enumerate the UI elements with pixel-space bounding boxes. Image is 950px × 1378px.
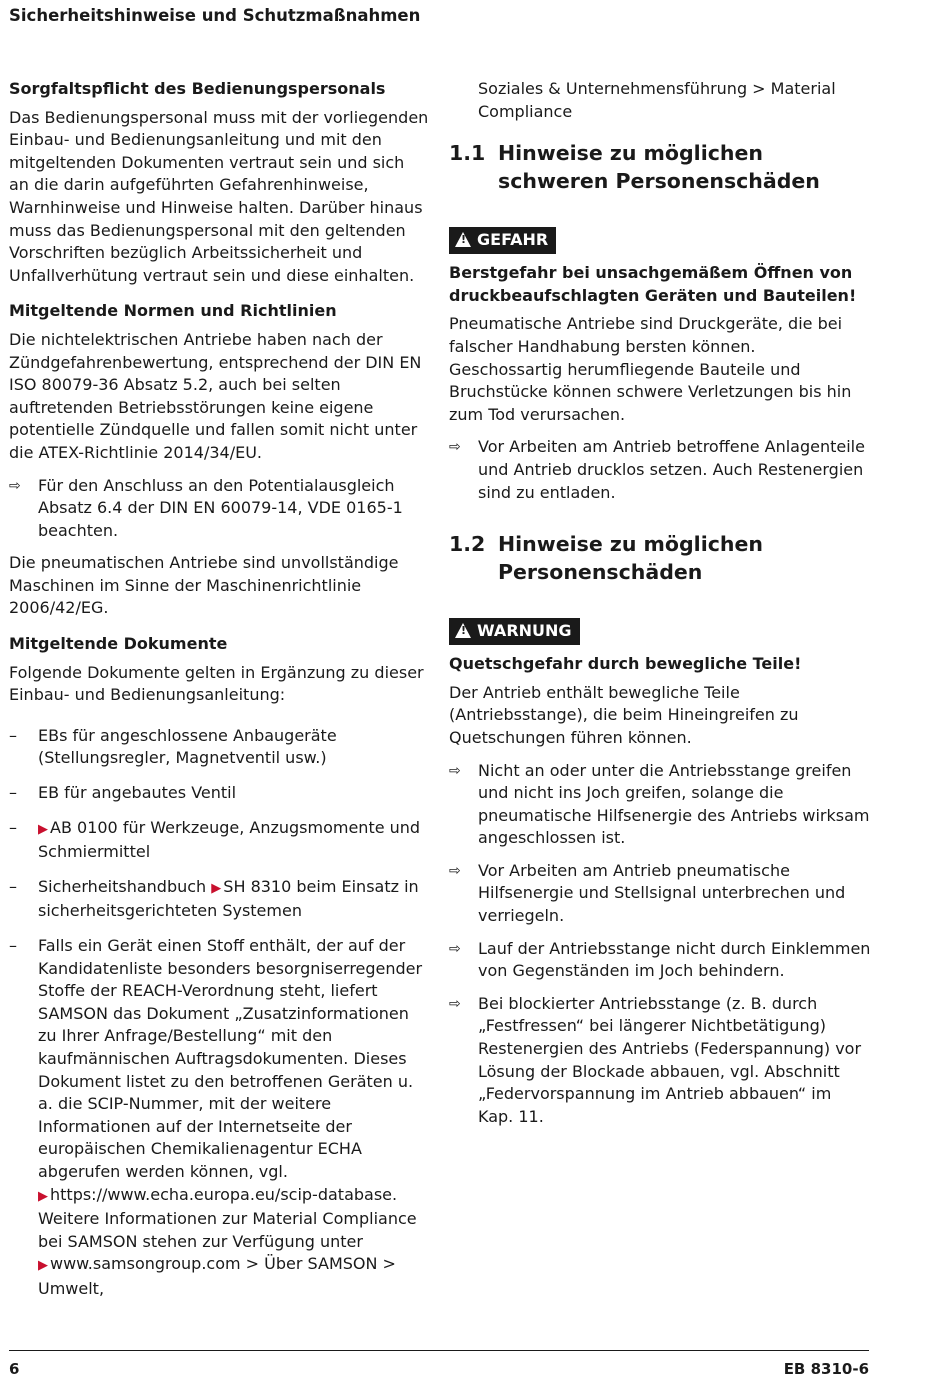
link-sh8310[interactable]: SH 8310 beim Einsatz in sicherheitsgerichteten Systemen [38,876,419,921]
list-item [9,876,429,923]
instruction-text: Nicht an oder unter die Antriebsstange greifen und nicht ins Joch greifen, solange die pneumatische Hilfsenergie des Antriebs wirksam angeschlossen ist. [478,760,870,848]
instruction-joch [449,938,871,983]
red-triangle-icon[interactable]: ▶ [38,1258,48,1274]
instruction-potentialausgleich [9,475,429,543]
section-heading-1-1 [449,139,871,195]
footer-divider [9,1350,869,1351]
hollow-arrow-icon: ⇨ [449,940,461,957]
instruction-text: Bei blockierter Antriebsstange (z. B. durch „Festfressen“ bei längerer Nichtbetätigung) Restenergien des Antriebs (Federspannung) vor Lösung der Blockade abbauen, vgl. Abschnitt „Federvorspannung im Antrieb abbauen“ im Kap. 11. [478,993,862,1126]
list-item-text: EB für angebautes Ventil [38,783,237,803]
dash-bullet: – [9,876,17,896]
hollow-arrow-icon: ⇨ [449,995,461,1012]
badge-label: GEFAHR [477,230,549,250]
warning-title: Quetschgefahr durch bewegliche Teile! [449,654,802,674]
hollow-arrow-icon: ⇨ [9,477,21,494]
red-triangle-icon[interactable]: ▶ [38,821,48,837]
list-item [9,817,429,864]
hollow-arrow-icon: ⇨ [449,862,461,879]
hollow-arrow-icon: ⇨ [449,762,461,779]
instruction-drucklos [449,436,871,504]
instruction-text: Lauf der Antriebsstange nicht durch Einklemmen von Gegenständen im Joch behindern. [478,938,871,981]
danger-title: Berstgefahr bei unsachgemäßem Öffnen von druckbeaufschlagten Geräten und Bauteilen! [449,263,857,305]
link-echa[interactable]: https://www.echa.europa.eu/scip-database. [50,1184,398,1204]
link-samson[interactable]: www.samsongroup.com > Über SAMSON > Umwelt, [38,1254,396,1298]
list-item-text: EBs für angeschlossene Anbaugeräte (Stellungsregler, Magnetventil usw.) [38,725,337,768]
dash-bullet: – [9,725,17,745]
instruction-text: Für den Anschluss an den Potentialausgleich Absatz 6.4 der DIN EN 60079-14, VDE 0165-1 beachten. [38,475,403,540]
section-title: Hinweise zu möglichen Personenschäden [498,532,763,585]
warning-badge [449,618,580,645]
section-title: Hinweise zu möglichen schweren Personenschäden [498,141,820,194]
right-column [449,78,871,1138]
section-number: 1.1 [449,141,486,166]
red-triangle-icon[interactable]: ▶ [211,880,222,896]
instruction-text: Vor Arbeiten am Antrieb pneumatische Hilfsenergie und Stellsignal unterbrechen und verriegeln. [478,860,846,926]
section-number: 1.2 [449,532,486,557]
dash-bullet: – [9,783,17,803]
instruction-blockade [449,993,871,1129]
warning-triangle-icon [455,232,471,247]
document-id: EB 8310-6 [783,1360,869,1378]
page-header: Sicherheitshinweise und Schutzmaßnahmen [9,6,421,25]
heading-sorgfaltspflicht: Sorgfaltspflicht des Bedienungspersonals [9,79,386,98]
danger-badge [449,227,556,254]
warning-triangle-icon [455,623,471,638]
red-triangle-icon[interactable]: ▶ [38,1188,48,1204]
instruction-text: Vor Arbeiten am Antrieb betroffene Anlagenteile und Antrieb drucklos setzen. Auch Restenergien sind zu entladen. [478,437,865,502]
list-item-text: Falls ein Gerät einen Stoff enthält, der auf der Kandidatenliste besonders besorgniserregender Stoffe der REACH-Verordnung steht, liefert SAMSON das Dokument „Zusatzinformationen zu Ihrer Anfrage/Bestellung“ mit den kaufmännischen Auftragsdokumenten. Dieses Dokument listet zu den betroffenen Geräten u. a. die SCIP-Nummer, mit der weitere Informationen auf der Internetseite der europäischen Chemikalienagentur ECHA abgerufen werden können, vgl. [38,936,423,1181]
dash-bullet: – [9,817,17,837]
instruction-antriebsstange [449,760,871,850]
badge-label: WARNUNG [477,621,572,641]
page-number: 6 [9,1360,20,1378]
continued-text: Soziales & Unternehmensführung > Material Compliance [478,79,836,121]
list-item [9,935,429,1301]
heading-normen: Mitgeltende Normen und Richtlinien [9,301,337,321]
paragraph-maschinenrichtlinie: Die pneumatischen Antriebe sind unvollständige Maschinen im Sinne der Maschinenrichtlinie 2006/42/EG. [9,553,399,618]
heading-dokumente: Mitgeltende Dokumente [9,634,228,654]
dash-bullet: – [9,936,17,955]
paragraph-dokumente: Folgende Dokumente gelten in Ergänzung zu dieser Einbau- und Bedienungsanleitung: [9,662,424,705]
section-heading-1-2 [449,530,871,586]
instruction-hilfsenergie [449,860,871,928]
warning-paragraph: Der Antrieb enthält bewegliche Teile (Antriebsstange), die beim Hineingreifen zu Quetschungen führen können. [449,682,799,747]
list-item-text: Weitere Informationen zur Material Compliance bei SAMSON stehen zur Verfügung unter [38,1209,417,1251]
danger-paragraph: Pneumatische Antriebe sind Druckgeräte, die bei falscher Handhabung bersten können. Geschossartig herumfliegende Bauteile und Bruchstücke können schwere Verletzungen bis hin zum Tod verursachen. [449,314,852,424]
list-item-text: Sicherheitshandbuch [38,876,207,896]
paragraph-zuendgefahr: Die nichtelektrischen Antriebe haben nach der Zündgefahrenbewertung, entsprechend der DIN EN ISO 80079-36 Absatz 5.2, auch bei selten auftretenden Betriebsstörungen keine eigene potentielle Zündquelle und fallen somit nicht unter die ATEX-Richtlinie 2014/34/EU. [9,329,422,462]
paragraph-sorgfaltspflicht: Das Bedienungspersonal muss mit der vorliegenden Einbau- und Bedienungsanleitung und mit den mitgeltenden Dokumenten vertraut sein und sich an die darin aufgeführten Gefahrenhinweise, Warnhinweise und Hinweise halten. Darüber hinaus muss das Bedienungspersonal mit den geltenden Vorschriften bezüglich Arbeitssicherheit und Unfallverhütung vertraut sein und diese einhalten. [9,107,429,285]
list-item [9,725,429,770]
hollow-arrow-icon: ⇨ [449,439,461,456]
link-ab0100[interactable]: AB 0100 für Werkzeuge, Anzugsmomente und Schmiermittel [38,817,421,862]
left-column [9,78,429,1311]
list-item [9,782,429,805]
